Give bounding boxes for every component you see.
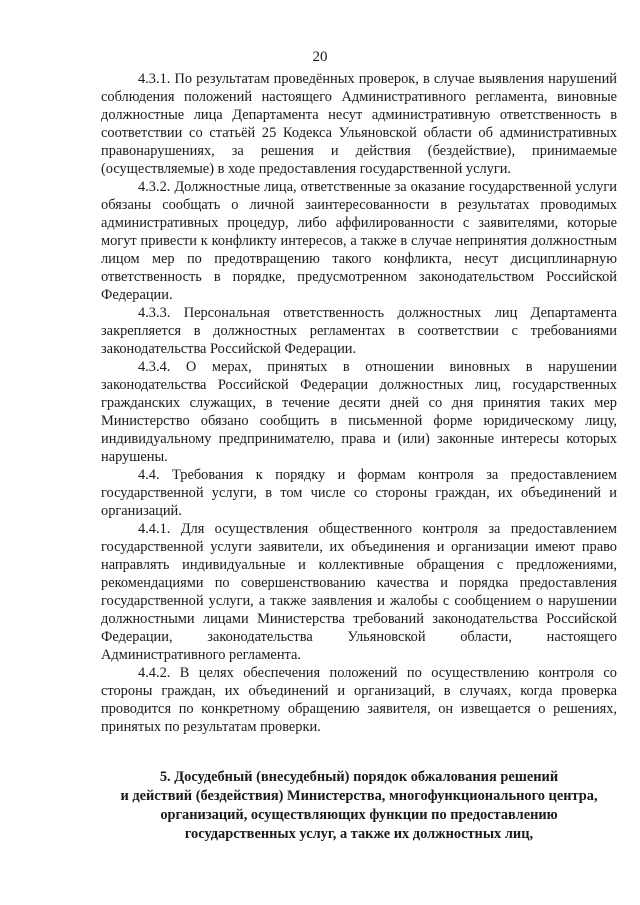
paragraph-4-3-2: 4.3.2. Должностные лица, ответственные за оказание государственной услуги обязаны сообщать о личной заинтересованности в результатах проводимых административных процедур, либо аффилированности с заявителями, которые могут привести к конфликту интересов, а также в случае непринятия должностным лицом мер по предотвращению такого конфликта, несут дисциплинарную ответственность в порядке, предусмотренном законодательством Российской Федерации. (101, 179, 617, 303)
paragraph-4-4-2: 4.4.2. В целях обеспечения положений по осуществлению контроля со стороны граждан, их объединений и организаций, в случаях, когда проверка проводится по конкретному обращению заявителя, он извещается о решениях, принятых по результатам проверки. (101, 665, 617, 735)
section-heading-line: и действий (бездействия) Министерства, многофункционального центра, (120, 788, 598, 804)
page-number: 20 (312, 49, 328, 65)
section-5-heading (101, 768, 617, 844)
document-body (101, 70, 617, 736)
section-heading-line: организаций, осуществляющих функции по предоставлению (160, 807, 558, 823)
section-heading-line: государственных услуг, а также их должностных лиц, (184, 826, 534, 842)
paragraph-4-4-1: 4.4.1. Для осуществления общественного контроля за предоставлением государственной услуги заявители, их объединения и организации имеют право направлять индивидуальные и коллективные обращения с предложениями, рекомендациями по совершенствованию качества и порядка предоставления государственной услуги, а также заявления и жалобы с сообщением о нарушении должностными лицами Министерства требований законодательства Российской Федерации, законодательства Ульяновской области, настоящего Административного регламента. (101, 521, 617, 663)
paragraph-4-4: 4.4. Требования к порядку и формам контроля за предоставлением государственной услуги, в том числе со стороны граждан, их объединений и организаций. (101, 467, 617, 519)
section-heading-line: 5. Досудебный (внесудебный) порядок обжалования решений (159, 769, 559, 785)
paragraph-4-3-3: 4.3.3. Персональная ответственность должностных лиц Департамента закрепляется в должностных регламентах в соответствии с требованиями законодательства Российской Федерации. (101, 305, 617, 357)
paragraph-4-3-4: 4.3.4. О мерах, принятых в отношении виновных в нарушении законодательства Российской Федерации должностных лиц, государственных гражданских служащих, в течение десяти дней со дня принятия таких мер Министерство обязано сообщить в письменной форме юридическому лицу, индивидуальному предпринимателю, права и (или) законные интересы которых нарушены. (101, 359, 617, 465)
paragraph-4-3-1: 4.3.1. По результатам проведённых проверок, в случае выявления нарушений соблюдения положений настоящего Административного регламента, виновные должностные лица Департамента несут административную ответственность в соответствии со статьёй 25 Кодекса Ульяновской области об административных правонарушениях, за решения и действия (бездействие), принимаемые (осуществляемые) в ходе предоставления государственной услуги. (101, 71, 617, 177)
